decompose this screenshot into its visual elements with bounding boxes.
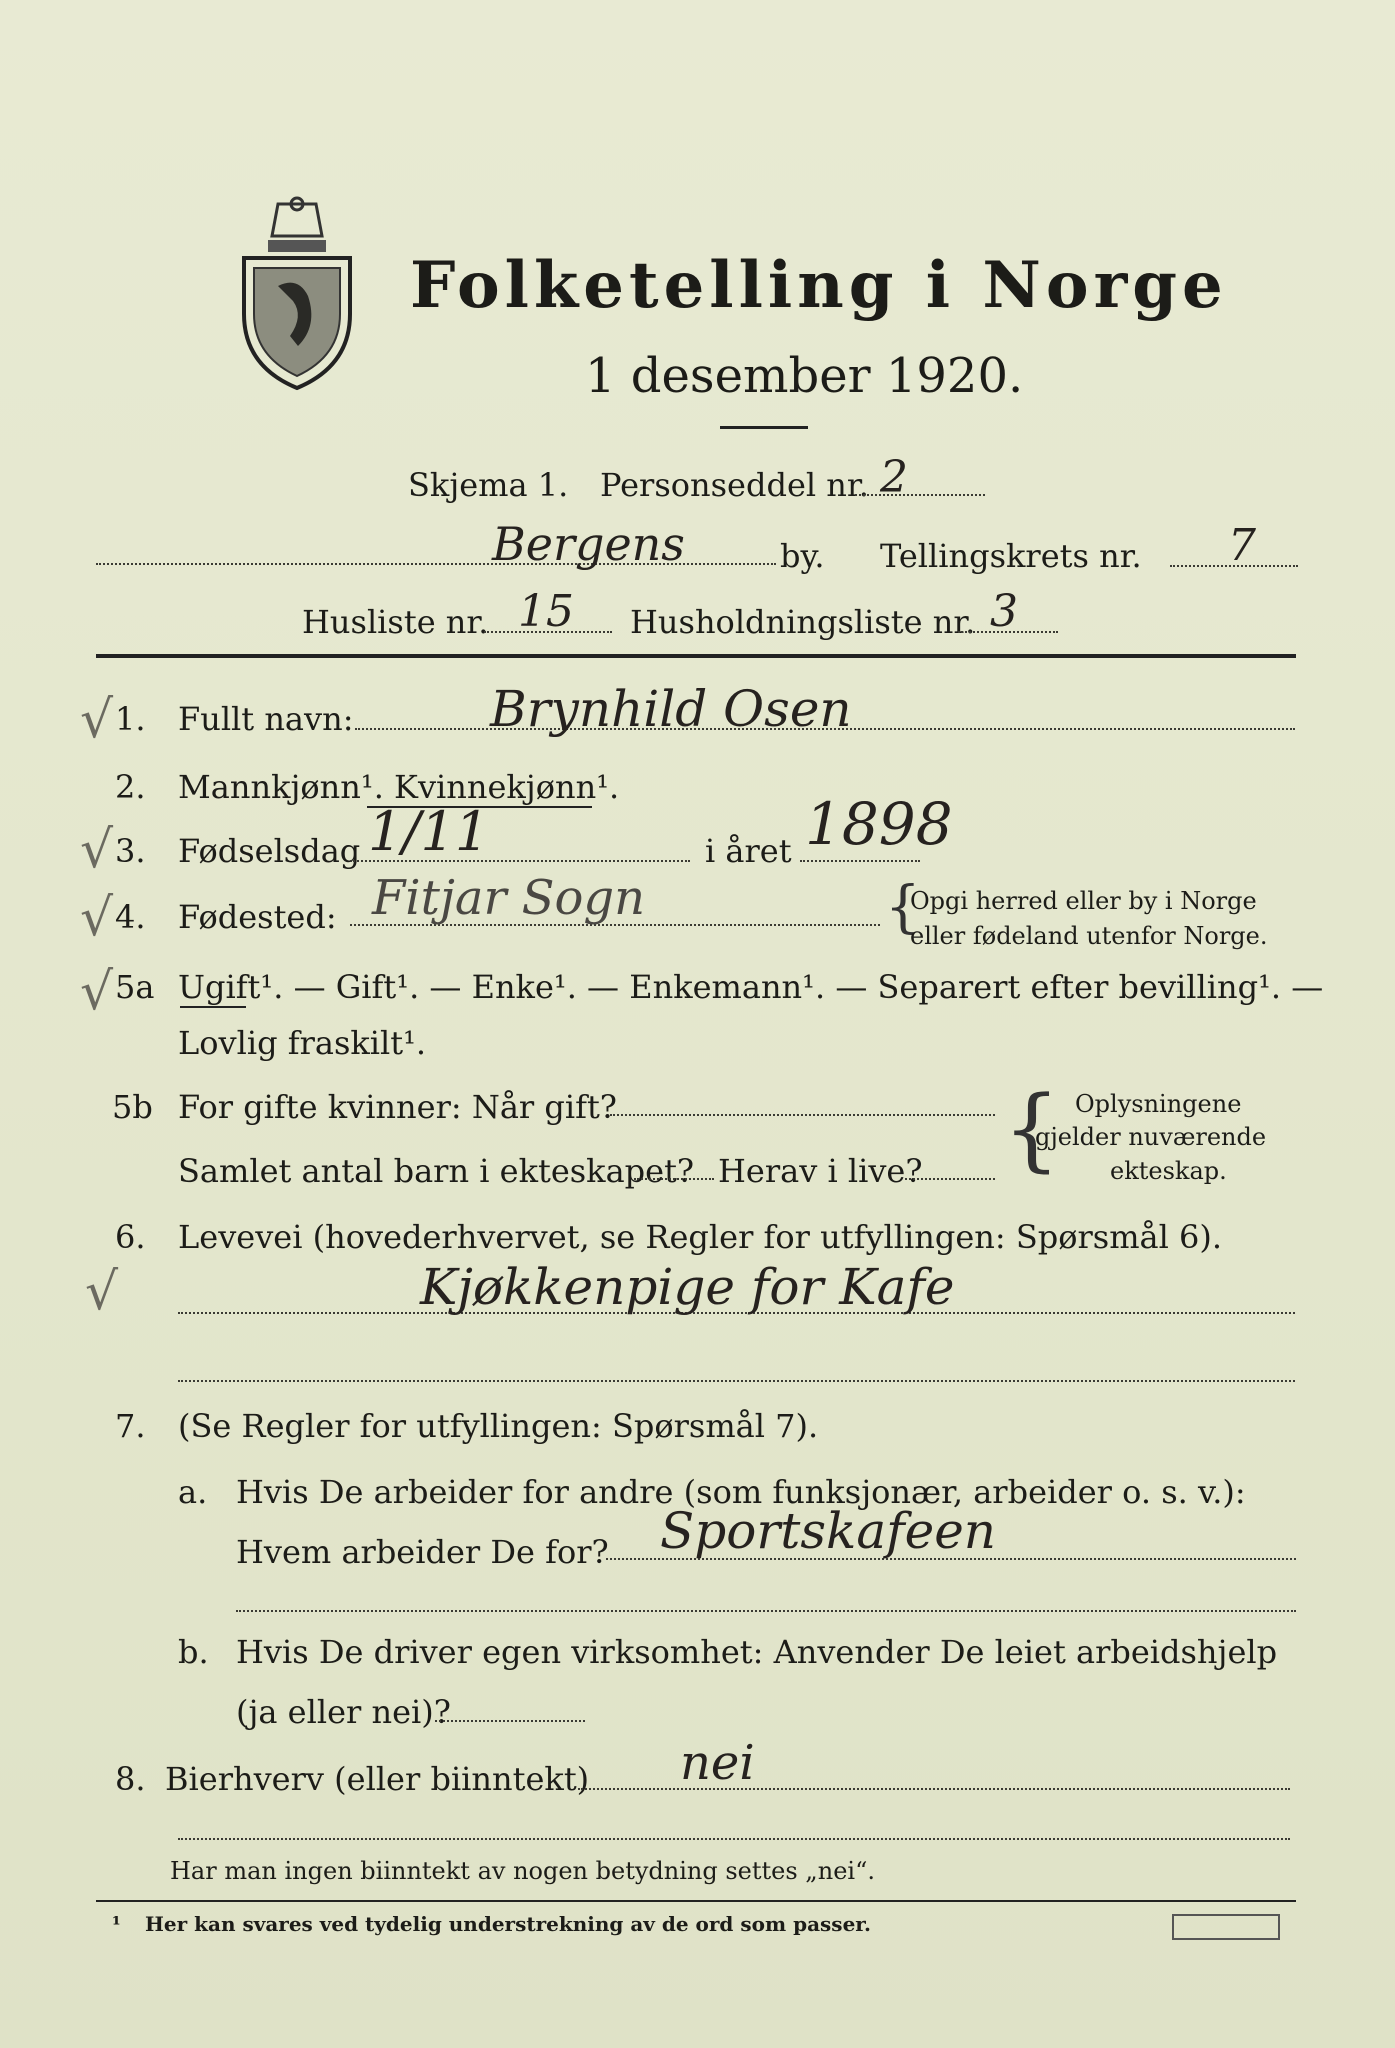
footer-rule	[96, 1900, 1296, 1902]
q5a-line2: Lovlig fraskilt¹.	[178, 1024, 427, 1062]
q5a-number: 5a	[115, 968, 155, 1006]
husholdningsliste-label: Husholdningsliste nr.	[630, 603, 976, 641]
q7a-line1: Hvis De arbeider for andre (som funksjonær, arbeider o. s. v.):	[236, 1473, 1246, 1511]
q5b-note-line1: Oplysningene	[1075, 1090, 1242, 1118]
check-mark-icon: √	[80, 888, 114, 948]
q1-full-name[interactable]: Brynhild Osen	[490, 680, 852, 738]
tellingskrets-value[interactable]: 7	[1228, 520, 1256, 571]
skjema-label: Skjema 1.	[408, 466, 569, 504]
check-mark-icon: √	[80, 962, 114, 1022]
footnote-mark: ¹	[112, 1912, 121, 1936]
by-value[interactable]: Bergens	[492, 517, 685, 571]
q5a-underline	[180, 1006, 246, 1008]
q5b-note-line3: ekteskap.	[1110, 1157, 1227, 1185]
q1-label: Fullt navn:	[178, 700, 354, 738]
census-form: Folketelling i Norge 1 desember 1920. Skjema 1. Personseddel nr. 2 Bergens by. Tellingskrets nr. 7 Husliste nr. 15 Husholdningsliste nr. 3 √ 1. Fullt navn: Brynhild Osen 2. Mannkjønn¹. Kvinnekjønn¹. √ 3. Fødselsdag 1/11 i året 1898 √ 4. Fødested: Fitjar Sogn { Opgi herred eller by i Norge eller fødeland utenfor Norge. √ 5a Ugift¹. — Gift¹. — Enke¹. — Enkemann¹. — Separert efter bevilling¹. — Lovlig fraskilt¹. 5b For gifte kvinner: Når gift? Samlet antal barn i ekteskapet? Herav i live? { Oplysningene gjelder nuværende ekteskap. 6. Levevei (hovederhvervet, se Regler for utfyllingen: Spørsmål 6). √ Kjøkkenpige for Kafe 7. (Se Regler for utfyllingen: Spørsmål 7). a. Hvis De arbeider for andre (som funksjonær, arbeider o. s. v.): Hvem arbeider De for? Sportskafeen b. Hvis De driver egen virksomhet: Anvender De leiet arbeidshjelp (ja eller nei)? 8. Bierhverv (eller biinntekt) nei Har man ingen biinntekt av nogen betydning settes „nei“. ¹ Her kan svares ved tydelig understrekning av de ord som passer.	[0, 0, 1395, 2048]
title-divider	[720, 426, 808, 429]
footer-note: Har man ingen biinntekt av nogen betydning settes „nei“.	[170, 1857, 875, 1885]
q7a-letter: a.	[178, 1473, 208, 1511]
q3-label: Fødselsdag	[178, 832, 361, 870]
q4-label: Fødested:	[178, 898, 337, 936]
check-mark-icon: √	[80, 690, 114, 750]
husliste-value[interactable]: 15	[518, 586, 574, 637]
q3-birth-date[interactable]: 1/11	[368, 800, 490, 863]
personseddel-label: Personseddel nr.	[600, 466, 869, 504]
q5b-number: 5b	[112, 1088, 153, 1126]
q2-number: 2.	[115, 768, 146, 806]
q6-number: 6.	[115, 1218, 146, 1256]
q1-number: 1.	[115, 700, 146, 738]
q7b-line2: (ja eller nei)?	[236, 1693, 451, 1731]
q4-birthplace[interactable]: Fitjar Sogn	[372, 870, 646, 926]
q2-gender-options: Mannkjønn¹. Kvinnekjønn¹.	[178, 768, 620, 806]
q8-secondary-income[interactable]: nei	[680, 1735, 755, 1791]
tellingskrets-label: Tellingskrets nr.	[880, 537, 1142, 575]
q3-year-label: i året	[705, 832, 792, 870]
q6-occupation[interactable]: Kjøkkenpige for Kafe	[420, 1258, 955, 1316]
q3-birth-year[interactable]: 1898	[805, 790, 953, 858]
q7a-employer[interactable]: Sportskafeen	[660, 1502, 997, 1560]
q8-label: Bierhverv (eller biinntekt)	[165, 1760, 590, 1798]
q5b-line1: For gifte kvinner: Når gift?	[178, 1088, 617, 1126]
q5b-line2a: Samlet antal barn i ekteskapet?	[178, 1152, 695, 1190]
q4-note-line2: eller fødeland utenfor Norge.	[910, 922, 1268, 950]
q3-number: 3.	[115, 832, 146, 870]
personseddel-value[interactable]: 2	[880, 452, 908, 503]
q5a-marital-options: Ugift¹. — Gift¹. — Enke¹. — Enkemann¹. — Separert efter bevilling¹. —	[178, 968, 1324, 1006]
header-rule	[96, 654, 1296, 658]
by-label: by.	[780, 537, 825, 575]
q8-number: 8.	[115, 1760, 146, 1798]
q4-note-line1: Opgi herred eller by i Norge	[910, 887, 1257, 915]
coat-of-arms-icon	[238, 196, 356, 391]
printer-stamp	[1172, 1914, 1280, 1940]
q5b-line2b: Herav i live?	[718, 1152, 923, 1190]
q5b-note-line2: gjelder nuværende	[1035, 1123, 1267, 1151]
q6-label: Levevei (hovederhvervet, se Regler for utfyllingen: Spørsmål 6).	[178, 1218, 1223, 1256]
husliste-label: Husliste nr.	[302, 603, 489, 641]
q7-number: 7.	[115, 1407, 146, 1445]
q7b-letter: b.	[178, 1633, 209, 1671]
q7a-line2: Hvem arbeider De for?	[236, 1533, 609, 1571]
census-date: 1 desember 1920.	[585, 348, 1024, 404]
check-mark-icon: √	[80, 820, 114, 880]
q7b-line1: Hvis De driver egen virksomhet: Anvender De leiet arbeidshjelp	[236, 1633, 1278, 1671]
form-title: Folketelling i Norge	[410, 248, 1228, 323]
check-mark-icon: √	[85, 1262, 119, 1322]
husholdningsliste-value[interactable]: 3	[990, 586, 1018, 637]
q4-number: 4.	[115, 898, 146, 936]
q7-label: (Se Regler for utfyllingen: Spørsmål 7).	[178, 1407, 819, 1445]
footnote: Her kan svares ved tydelig understrekning av de ord som passer.	[145, 1912, 871, 1936]
